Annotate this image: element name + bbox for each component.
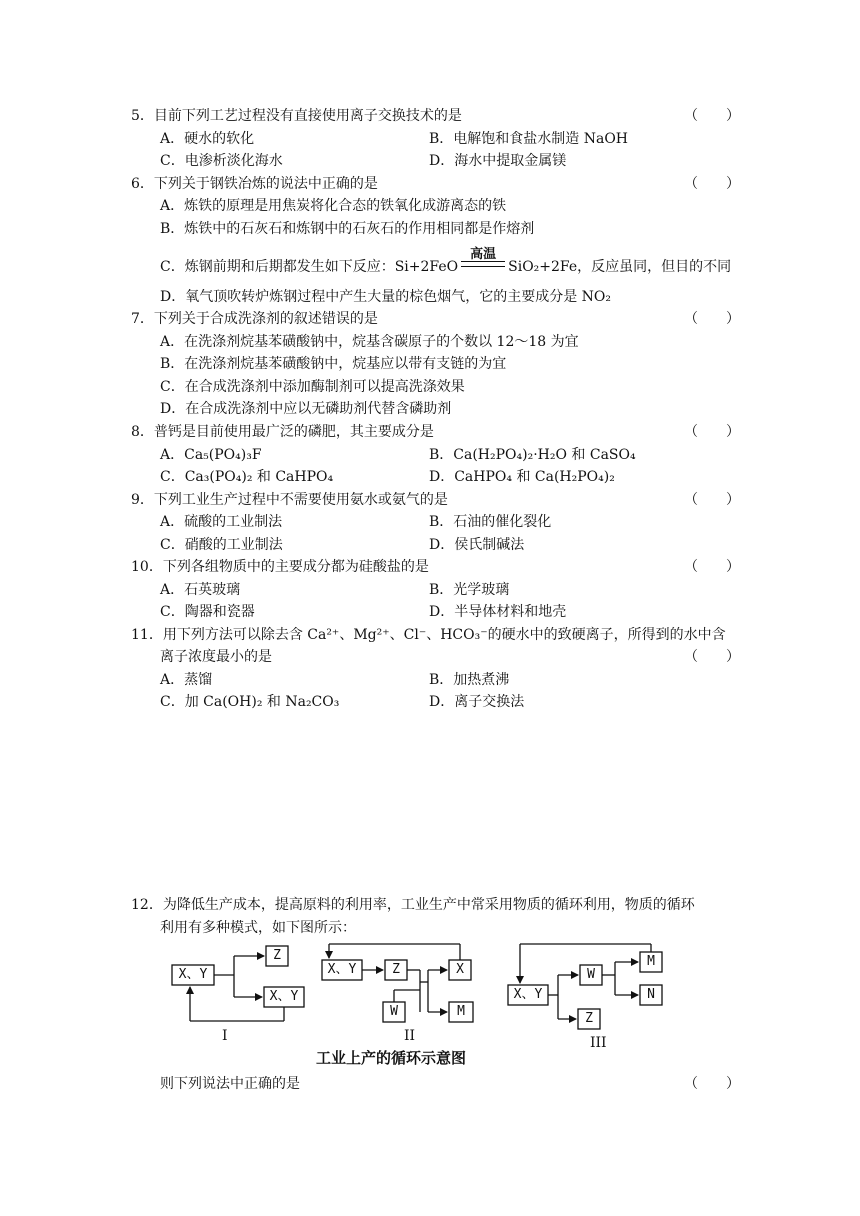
q6-option-c-prefix: C．炼钢前期和后期都发生如下反应：Si+2FeO	[160, 259, 459, 275]
panel1-z-label: Z	[273, 948, 281, 963]
q11-option-d: D．离子交换法	[429, 694, 525, 710]
q10-option-b: B．光学玻璃	[429, 582, 510, 598]
panel3-n-label: N	[647, 987, 655, 1002]
q7-option-c: C．在合成洗涤剂中添加酶制剂可以提高洗涤效果	[160, 379, 465, 395]
q5-stem: 5．目前下列工艺过程没有直接使用离子交换技术的是	[131, 108, 462, 124]
q10-stem: 10．下列各组物质中的主要成分都为硅酸盐的是	[131, 559, 429, 575]
q10-option-c: C．陶器和瓷器	[160, 604, 255, 620]
q12-stem-line2: 利用有多种模式，如下图所示：	[160, 920, 356, 936]
q7-option-b: B．在洗涤剂烷基苯磺酸钠中，烷基应以带有支链的为宜	[160, 356, 507, 372]
panel2-x-label: X	[456, 962, 464, 977]
q9-option-b: B．石油的催化裂化	[429, 514, 552, 530]
q8-option-b: B．Ca(H₂PO₄)₂·H₂O 和 CaSO₄	[429, 447, 636, 463]
panel2-m-label: M	[457, 1004, 465, 1019]
panel2-label: II	[404, 1028, 416, 1044]
reaction-condition-label: 高温	[470, 247, 497, 262]
q9-stem: 9．下列工业生产过程中不需要使用氨水或氨气的是	[131, 492, 448, 508]
q12-after-text: 则下列说法中正确的是	[160, 1076, 300, 1092]
q7-answer-paren: （ ）	[684, 311, 740, 327]
panel2-z-label: Z	[392, 962, 400, 977]
panel2-w-label: W	[390, 1004, 398, 1019]
q6-option-d: D．氧气顶吹转炉炼钢过程中产生大量的棕色烟气，它的主要成分是 NO₂	[160, 289, 612, 305]
q9-option-d: D．侯氏制碱法	[429, 537, 525, 553]
q11-stem-line1: 11．用下列方法可以除去含 Ca²⁺、Mg²⁺、Cl⁻、HCO₃⁻的硬水中的致硬离子，所得到的水中含	[131, 627, 726, 643]
q8-option-d: D．CaHPO₄ 和 Ca(H₂PO₄)₂	[429, 469, 615, 485]
q10-option-d: D．半导体材料和地壳	[429, 604, 567, 620]
q8-answer-paren: （ ）	[684, 424, 740, 440]
panel3-xy-label: X、Y	[513, 987, 543, 1002]
panel1-xy-out-label: X、Y	[269, 989, 299, 1004]
q6-option-b: B．炼铁中的石灰石和炼钢中的石灰石的作用相同都是作熔剂	[160, 221, 535, 237]
q5-option-d: D．海水中提取金属镁	[429, 153, 567, 169]
panel3-label: III	[590, 1035, 607, 1051]
q5-option-a: A．硬水的软化	[160, 131, 255, 147]
q11-option-a: A．蒸馏	[160, 672, 213, 688]
q8-option-c: C．Ca₃(PO₄)₂ 和 CaHPO₄	[160, 469, 334, 485]
reaction-equals-sign	[461, 261, 505, 267]
panel1-xy-label: X、Y	[178, 967, 208, 982]
q7-stem: 7．下列关于合成洗涤剂的叙述错误的是	[131, 311, 378, 327]
q5-option-c: C．电渗析淡化海水	[160, 153, 283, 169]
q7-option-d: D．在合成洗涤剂中应以无磷助剂代替含磷助剂	[160, 401, 452, 417]
q6-option-c	[160, 247, 732, 276]
q12-answer-paren: （ ）	[684, 1076, 740, 1092]
q11-answer-paren: （ ）	[684, 649, 740, 665]
q6-option-a: A．炼铁的原理是用焦炭将化合态的铁氧化成游离态的铁	[160, 198, 507, 214]
q9-option-a: A．硫酸的工业制法	[160, 514, 283, 530]
q5-option-b: B．电解饱和食盐水制造 NaOH	[429, 131, 629, 147]
panel1-label: I	[222, 1028, 228, 1044]
q6-stem: 6．下列关于钢铁冶炼的说法中正确的是	[131, 176, 378, 192]
panel2-xy-label: X、Y	[327, 962, 357, 977]
reaction-condition	[458, 247, 508, 276]
q6-answer-paren: （ ）	[684, 176, 740, 192]
q11-option-b: B．加热煮沸	[429, 672, 510, 688]
q10-option-a: A．石英玻璃	[160, 582, 241, 598]
panel3-w-label: W	[587, 967, 595, 982]
q11-stem-line2: 离子浓度最小的是	[160, 649, 272, 665]
q11-option-c: C．加 Ca(OH)₂ 和 Na₂CO₃	[160, 694, 340, 710]
q12-stem-line1: 12．为降低生产成本，提高原料的利用率，工业生产中常采用物质的循环利用，物质的循环	[131, 897, 695, 913]
q9-answer-paren: （ ）	[684, 492, 740, 508]
q10-answer-paren: （ ）	[684, 559, 740, 575]
q5-answer-paren: （ ）	[684, 108, 740, 124]
panel3-z-label: Z	[585, 1011, 593, 1026]
q6-option-c-suffix: SiO₂+2Fe，反应虽同，但目的不同	[508, 259, 732, 275]
diagram-caption: 工业上产的循环示意图	[316, 1049, 467, 1067]
q9-option-c: C．硝酸的工业制法	[160, 537, 283, 553]
panel3-m-label: M	[647, 954, 655, 969]
q7-option-a: A．在洗涤剂烷基苯磺酸钠中，烷基含碳原子的个数以 12～18 为宜	[160, 334, 579, 350]
q8-stem: 8．普钙是目前使用最广泛的磷肥，其主要成分是	[131, 424, 434, 440]
q8-option-a: A．Ca₅(PO₄)₃F	[160, 447, 262, 463]
